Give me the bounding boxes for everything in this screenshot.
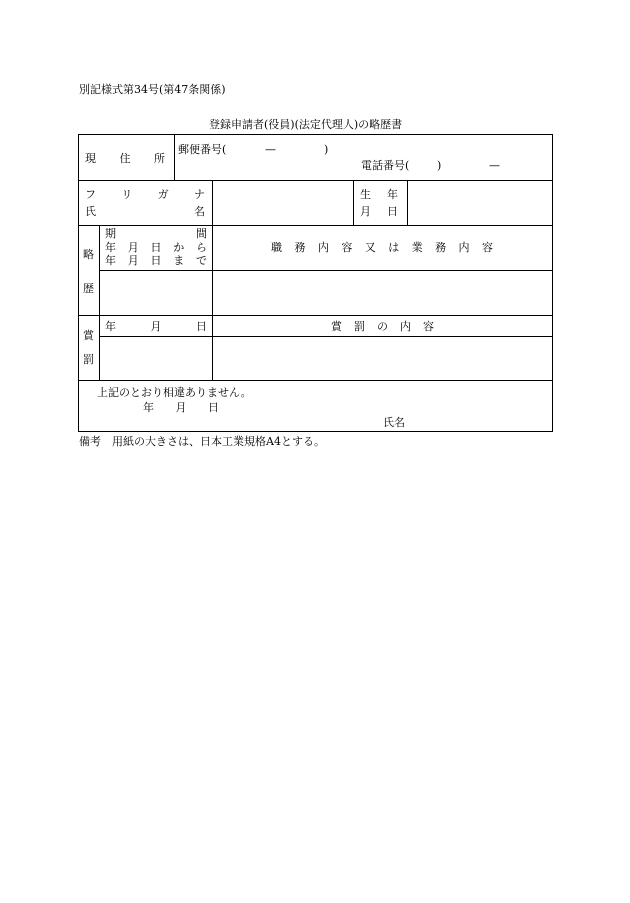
postal-code-label: 郵便番号( bbox=[178, 143, 227, 156]
resume-form-table bbox=[78, 134, 553, 432]
career-side-label-1: 略 bbox=[83, 248, 94, 261]
penalty-content-label: 賞 罰 の 内 容 bbox=[331, 320, 434, 333]
rule-period-right bbox=[212, 225, 213, 380]
birth-date-label-top: 生 年 bbox=[360, 188, 398, 201]
career-side-label-2: 歴 bbox=[83, 282, 94, 295]
birth-date-label-bottom: 月 日 bbox=[360, 205, 398, 218]
penalty-date-label: 年 月 日 bbox=[105, 320, 207, 333]
postal-code-close: ) bbox=[324, 143, 329, 156]
form-number: 別記様式第34号(第47条関係) bbox=[79, 83, 226, 96]
rule-name-label-right bbox=[212, 180, 213, 225]
phone-number-dash: — bbox=[489, 159, 500, 172]
phone-number-close: ) bbox=[437, 159, 442, 172]
penalty-side-label-2: 罰 bbox=[83, 353, 94, 366]
form-title: 登録申請者(役員)(法定代理人)の略歴書 bbox=[209, 118, 403, 131]
period-to-label: 年 月 日 ま で bbox=[105, 254, 207, 267]
rule-side-label-right bbox=[99, 225, 100, 380]
furigana-label: フ リ ガ ナ bbox=[85, 188, 205, 201]
postal-code-dash: — bbox=[265, 143, 276, 156]
period-from-label: 年 月 日 か ら bbox=[105, 241, 207, 254]
declaration-statement: 上記のとおり相違ありません。 bbox=[97, 386, 252, 399]
phone-number-label: 電話番号( bbox=[361, 159, 410, 172]
rule-penalty-bottom bbox=[79, 380, 552, 381]
footnote: 備考 用紙の大きさは、日本工業規格A4とする。 bbox=[79, 435, 325, 448]
rule-career-header-bottom bbox=[99, 270, 552, 271]
penalty-side-label-1: 賞 bbox=[83, 329, 94, 342]
signature-label: 氏名 bbox=[383, 416, 405, 429]
job-content-label: 職 務 内 容 又 は 業 務 内 容 bbox=[271, 241, 493, 254]
period-label: 期 間 bbox=[105, 227, 207, 240]
name-label: 氏 名 bbox=[85, 205, 205, 218]
rule-career-bottom bbox=[79, 315, 552, 316]
rule-name-bottom bbox=[79, 225, 552, 226]
rule-birth-left bbox=[353, 180, 354, 225]
declaration-date: 年 月 日 bbox=[143, 401, 219, 414]
address-label: 現 住 所 bbox=[85, 152, 165, 165]
rule-address-bottom bbox=[79, 180, 552, 181]
rule-birth-label-right bbox=[407, 180, 408, 225]
rule-penalty-header-bottom bbox=[99, 336, 552, 337]
rule-address-label-right bbox=[174, 135, 175, 180]
